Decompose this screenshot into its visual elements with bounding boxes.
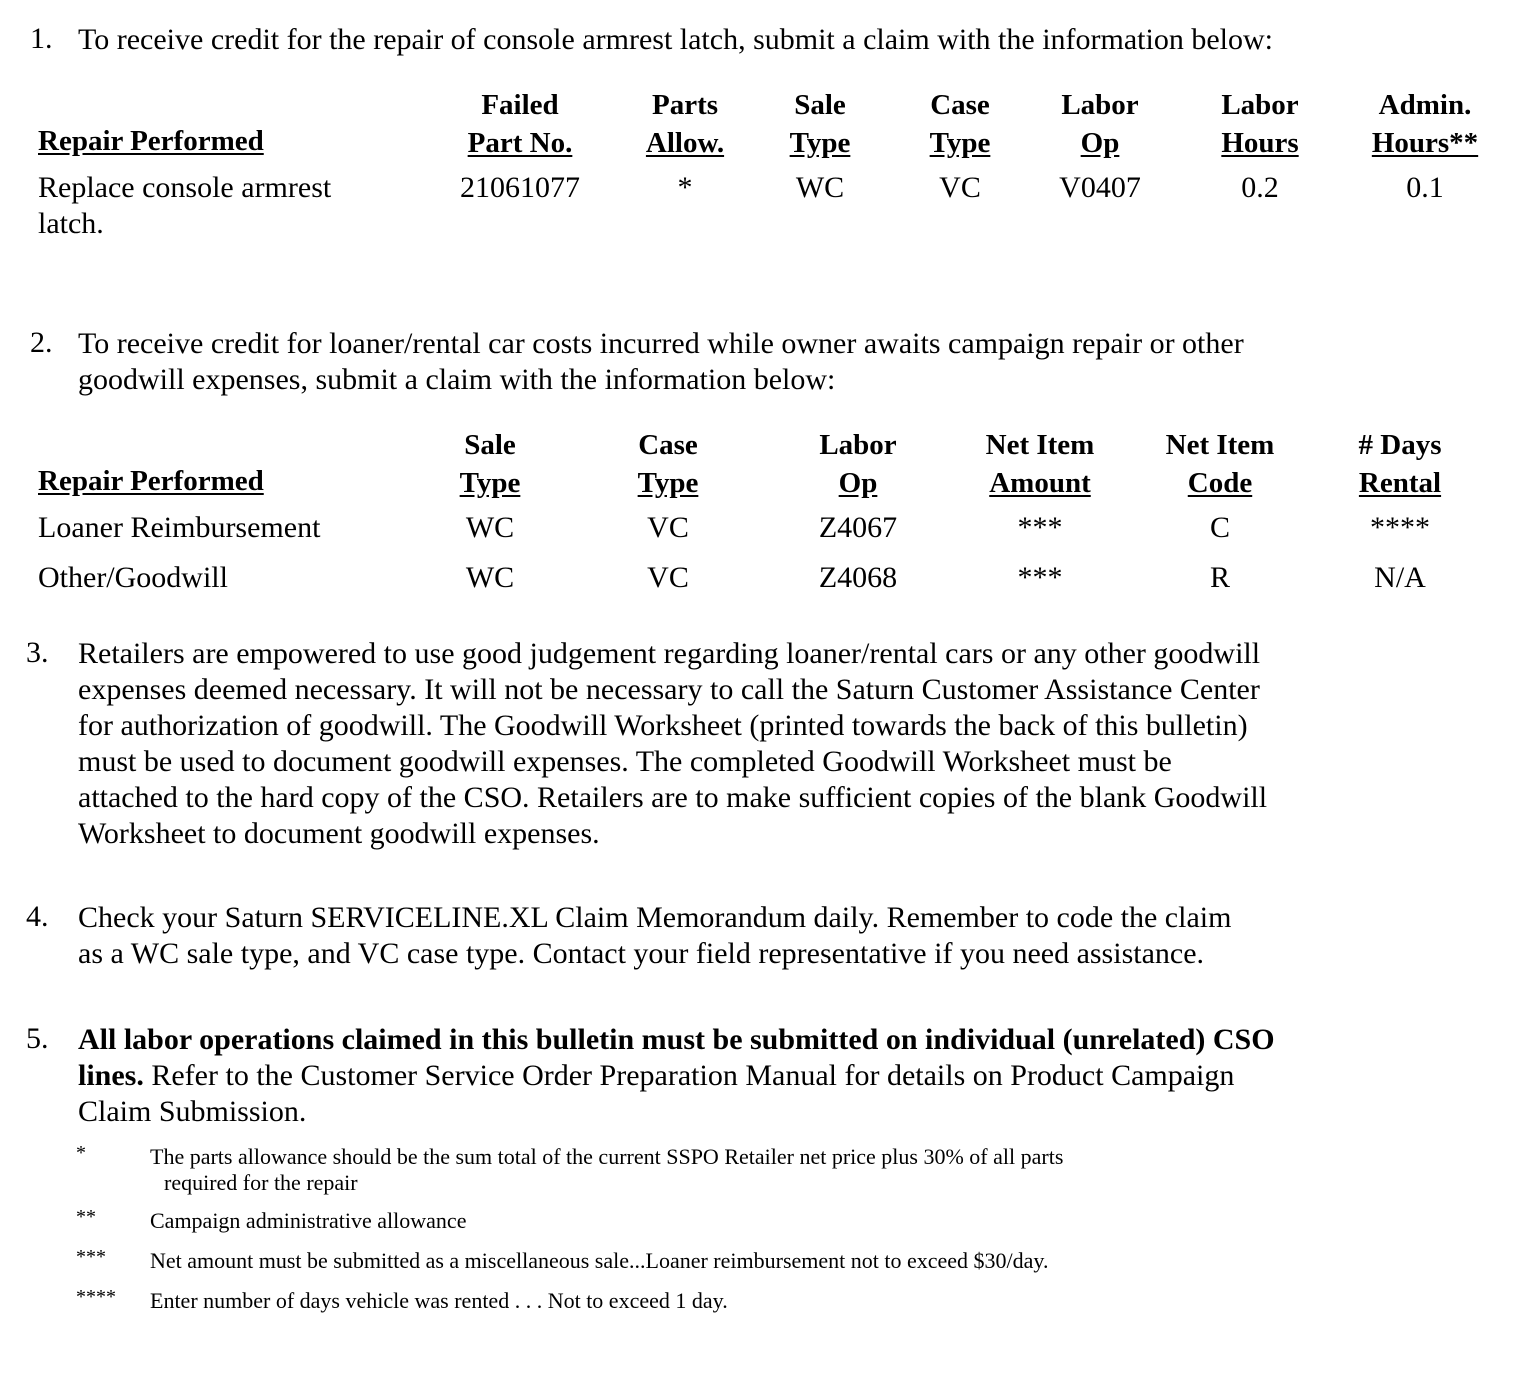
t2-header-net-amount: Net Item Amount bbox=[985, 429, 1095, 499]
item-2-text: To receive credit for loaner/rental car costs incurred while owner awaits campaign repair or other goodwill expenses, submit a claim with the information below: bbox=[78, 327, 1244, 396]
footnote-2-text: Campaign administrative allowance bbox=[150, 1208, 467, 1233]
t1-cell-sale-type: WC bbox=[795, 171, 845, 204]
t2-cell-sale-type: WC bbox=[465, 511, 515, 544]
t1-cell-labor-hours: 0.2 bbox=[1241, 171, 1279, 204]
t2-cell-repair: Loaner Reimbursement bbox=[38, 511, 321, 544]
t2-header-repair: Repair Performed bbox=[38, 465, 264, 497]
t2-cell-case-type: VC bbox=[647, 511, 689, 544]
footnote-3-text: Net amount must be submitted as a miscellaneous sale...Loaner reimbursement not to exceed $30/day. bbox=[150, 1248, 1049, 1273]
t1-header-sale-type: Sale Type bbox=[789, 89, 851, 159]
item-1-text: To receive credit for the repair of console armrest latch, submit a claim with the information below: bbox=[78, 23, 1273, 56]
t2-cell-amount: *** bbox=[1017, 561, 1063, 594]
t1-cell-repair-line2: latch. bbox=[38, 207, 104, 240]
t2-cell-code: R bbox=[1209, 561, 1230, 594]
footnote-1-text: The parts allowance should be the sum total of the current SSPO Retailer net price plus 30% of all parts required for the repair bbox=[150, 1144, 1064, 1195]
t1-cell-admin-hours: 0.1 bbox=[1406, 171, 1444, 204]
t1-header-labor-hours: Labor Hours bbox=[1221, 89, 1299, 159]
item-4-number: 4. bbox=[26, 900, 49, 933]
t2-cell-case-type: VC bbox=[647, 561, 689, 594]
t1-header-admin-hours: Admin. Hours** bbox=[1371, 89, 1479, 159]
t2-header-sale-type: Sale Type bbox=[459, 429, 521, 499]
item-5-text bbox=[78, 1022, 1478, 1130]
t2-cell-amount: *** bbox=[1017, 511, 1063, 544]
t2-cell-repair: Other/Goodwill bbox=[38, 561, 228, 594]
t2-cell-days: N/A bbox=[1374, 561, 1426, 594]
item-3-text: Retailers are empowered to use good judgement regarding loaner/rental cars or any other goodwill expenses deemed necessary. It will not be necessary to call the Saturn Customer Assistance Center for authorization of goodwill. The Goodwill Worksheet (printed towards the back of this bulletin) must be used to document goodwill expenses. The completed Goodwill Worksheet must be attached to the hard copy of the CSO. Retailers are to make sufficient copies of the blank Goodwill Worksheet to document goodwill expenses. bbox=[78, 637, 1268, 850]
item-5-bold-line2: lines. bbox=[78, 1059, 144, 1092]
t2-header-labor-op: Labor Op bbox=[819, 429, 897, 499]
t2-cell-days: **** bbox=[1370, 511, 1430, 544]
item-4-text: Check your Saturn SERVICELINE.XL Claim Memorandum daily. Remember to code the claim as a WC sale type, and VC case type. Contact your field representative if you need assistance. bbox=[78, 901, 1232, 970]
item-1-number: 1. bbox=[30, 22, 53, 55]
t1-header-labor-op: Labor Op bbox=[1061, 89, 1139, 159]
t2-header-net-code: Net Item Code bbox=[1165, 429, 1275, 499]
footnote-4-mark: **** bbox=[76, 1286, 116, 1308]
t2-cell-labor-op: Z4068 bbox=[818, 561, 898, 594]
item-5-number: 5. bbox=[26, 1022, 49, 1055]
t2-cell-labor-op: Z4067 bbox=[818, 511, 898, 544]
t2-cell-code: C bbox=[1209, 511, 1230, 544]
item-5-line3: Claim Submission. bbox=[78, 1095, 307, 1128]
footnote-1-mark: * bbox=[76, 1142, 86, 1164]
t2-cell-sale-type: WC bbox=[465, 561, 515, 594]
item-3-number: 3. bbox=[26, 636, 49, 669]
t2-header-case-type: Case Type bbox=[637, 429, 699, 499]
t1-cell-repair-line1: Replace console armrest bbox=[38, 171, 332, 204]
t1-cell-parts-allow: * bbox=[677, 171, 693, 204]
footnote-2-mark: ** bbox=[76, 1206, 96, 1228]
t1-cell-case-type: VC bbox=[939, 171, 981, 204]
t1-cell-part-no: 21061077 bbox=[460, 171, 580, 204]
footnote-3-mark: *** bbox=[76, 1246, 106, 1268]
item-5-rest-line2: Refer to the Customer Service Order Preparation Manual for details on Product Campaign bbox=[143, 1059, 1235, 1092]
t1-header-repair: Repair Performed bbox=[38, 125, 264, 157]
item-2-number: 2. bbox=[30, 326, 53, 359]
footnote-4-text: Enter number of days vehicle was rented . . . Not to exceed 1 day. bbox=[150, 1288, 728, 1313]
t1-cell-labor-op: V0407 bbox=[1059, 171, 1141, 204]
item-5-bold-line1: All labor operations claimed in this bulletin must be submitted on individual (unrelated) CSO bbox=[78, 1023, 1275, 1056]
t1-header-case-type: Case Type bbox=[929, 89, 991, 159]
t2-header-days-rental: # Days Rental bbox=[1358, 429, 1442, 499]
t1-header-part-no: Failed Part No. bbox=[467, 89, 573, 159]
t1-header-parts-allow: Parts Allow. bbox=[645, 89, 725, 159]
